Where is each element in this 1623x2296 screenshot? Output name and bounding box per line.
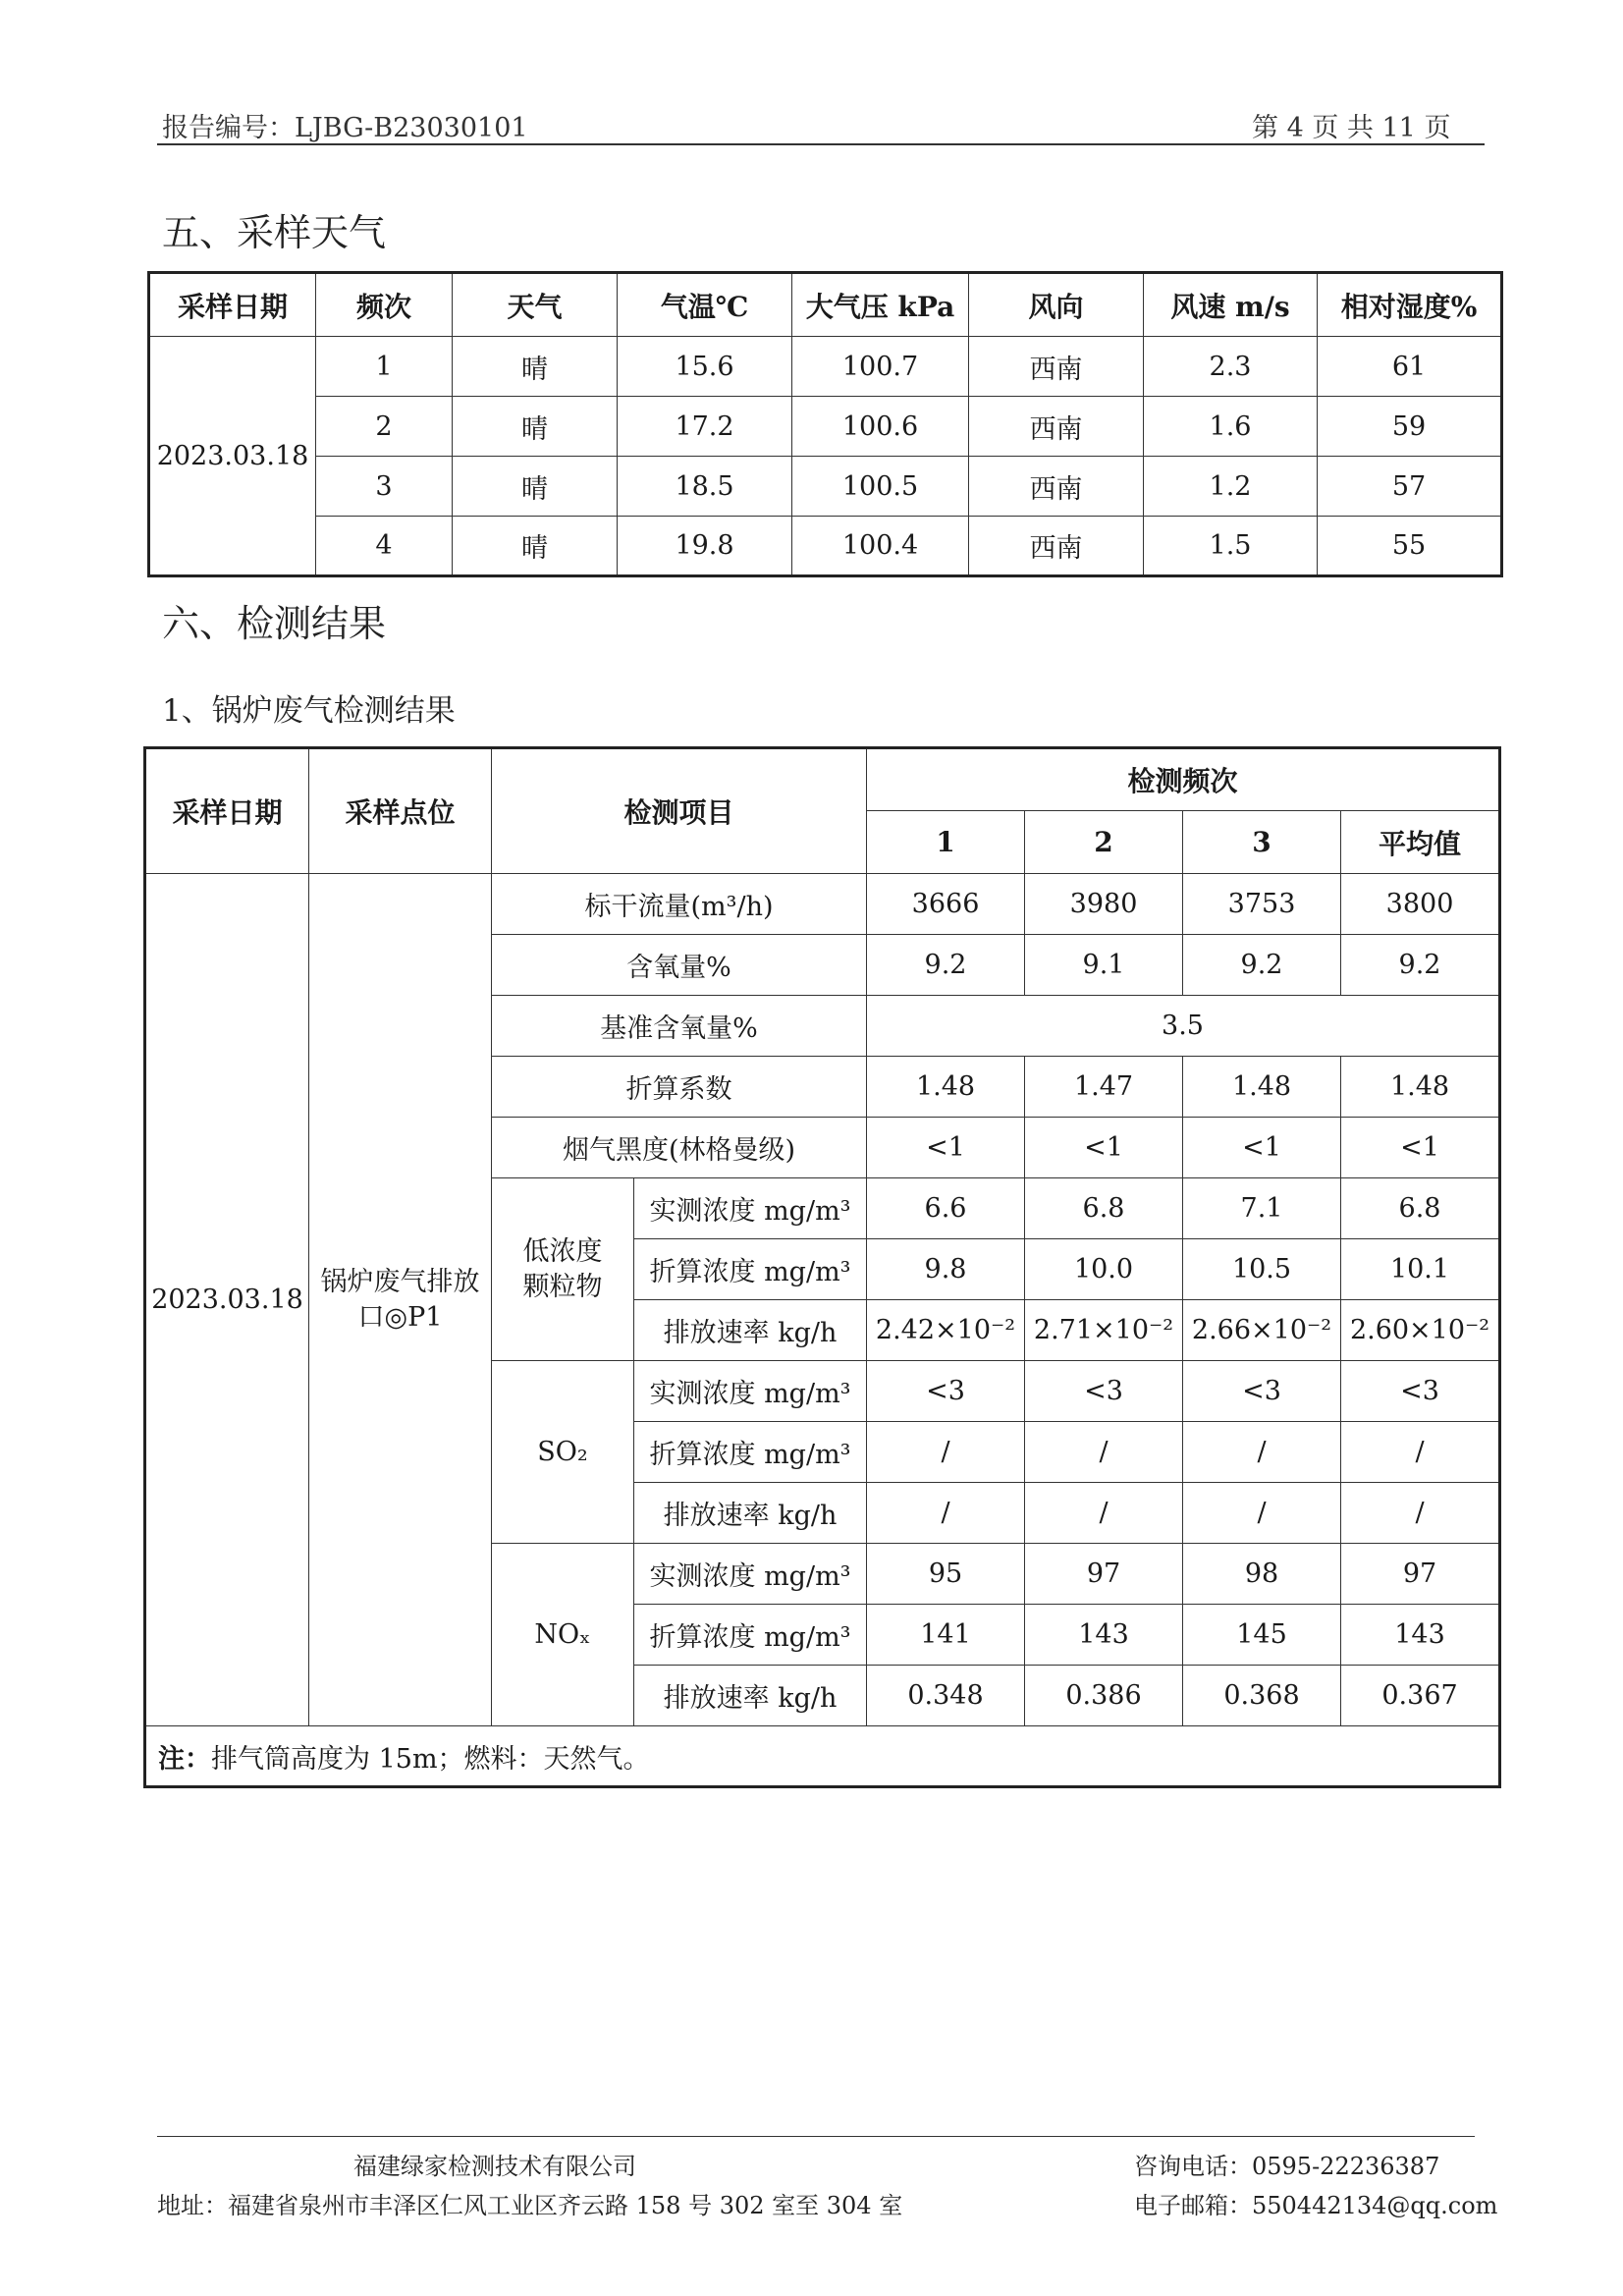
weather-header-humidity: 相对湿度% — [1318, 273, 1502, 337]
results-header-1: 1 — [867, 811, 1025, 874]
weather-header-wind-dir: 风向 — [969, 273, 1144, 337]
cell: / — [867, 1483, 1025, 1544]
weather-cell: 1.2 — [1144, 457, 1318, 517]
cell: 3753 — [1183, 874, 1341, 935]
row-label: 折算系数 — [492, 1057, 867, 1118]
cell: / — [1025, 1483, 1183, 1544]
results-header-item: 检测项目 — [492, 748, 867, 874]
weather-row — [149, 517, 1502, 576]
results-header-point: 采样点位 — [309, 748, 492, 874]
weather-cell: 西南 — [969, 517, 1144, 576]
cell: / — [1025, 1422, 1183, 1483]
results-header-row — [145, 748, 1500, 811]
weather-cell: 西南 — [969, 397, 1144, 457]
cell: <1 — [867, 1118, 1025, 1178]
weather-cell: 4 — [316, 517, 453, 576]
weather-cell: 100.4 — [792, 517, 969, 576]
cell: 9.2 — [867, 935, 1025, 996]
results-note — [145, 1726, 1500, 1787]
row-label: 烟气黑度(林格曼级) — [492, 1118, 867, 1178]
weather-header-wind-speed: 风速 m/s — [1144, 273, 1318, 337]
cell: 6.8 — [1341, 1178, 1500, 1239]
weather-cell: 19.8 — [618, 517, 792, 576]
cell: 2.66×10⁻² — [1183, 1300, 1341, 1361]
row-label: 实测浓度 mg/m³ — [634, 1361, 867, 1422]
report-number: 报告编号：LJBG-B23030101 — [162, 113, 528, 143]
cell: 10.1 — [1341, 1239, 1500, 1300]
section5-title: 五、采样天气 — [162, 211, 387, 254]
cell: 2.60×10⁻² — [1341, 1300, 1500, 1361]
weather-cell: 100.6 — [792, 397, 969, 457]
weather-cell: 3 — [316, 457, 453, 517]
cell: 6.8 — [1025, 1178, 1183, 1239]
weather-cell: 西南 — [969, 337, 1144, 397]
weather-cell: 1 — [316, 337, 453, 397]
weather-header-freq: 频次 — [316, 273, 453, 337]
weather-header-date: 采样日期 — [149, 273, 316, 337]
cell: 143 — [1341, 1605, 1500, 1666]
footer-email: 电子邮箱：550442134@qq.com — [1134, 2192, 1498, 2219]
results-row-flow — [145, 874, 1500, 935]
header-divider — [157, 143, 1485, 145]
cell: 9.2 — [1183, 935, 1341, 996]
results-header-freq: 检测频次 — [867, 748, 1500, 811]
row-label: 折算浓度 mg/m³ — [634, 1422, 867, 1483]
weather-header-pressure: 大气压 kPa — [792, 273, 969, 337]
weather-table — [147, 271, 1503, 577]
results-header-date: 采样日期 — [145, 748, 309, 874]
row-label: 折算浓度 mg/m³ — [634, 1605, 867, 1666]
weather-cell: 57 — [1318, 457, 1502, 517]
cell: / — [1341, 1422, 1500, 1483]
note-label: 注： — [158, 1743, 211, 1775]
row-label: 排放速率 kg/h — [634, 1300, 867, 1361]
row-label: 标干流量(m³/h) — [492, 874, 867, 935]
cell: 145 — [1183, 1605, 1341, 1666]
cell: 98 — [1183, 1544, 1341, 1605]
cell: 3800 — [1341, 874, 1500, 935]
cell: 0.368 — [1183, 1666, 1341, 1726]
row-label: 含氧量% — [492, 935, 867, 996]
cell: 95 — [867, 1544, 1025, 1605]
weather-cell: 2.3 — [1144, 337, 1318, 397]
row-label: 折算浓度 mg/m³ — [634, 1239, 867, 1300]
footer-address: 地址：福建省泉州市丰泽区仁风工业区齐云路 158 号 302 室至 304 室 — [157, 2192, 903, 2219]
weather-row — [149, 337, 1502, 397]
cell: 1.48 — [1341, 1057, 1500, 1118]
results-date: 2023.03.18 — [145, 874, 309, 1726]
page-info: 第 4 页 共 11 页 — [1252, 113, 1451, 143]
section6-subtitle: 1、锅炉废气检测结果 — [162, 693, 456, 729]
weather-cell: 晴 — [453, 457, 618, 517]
cell: 2.42×10⁻² — [867, 1300, 1025, 1361]
cell: 10.0 — [1025, 1239, 1183, 1300]
weather-cell: 100.5 — [792, 457, 969, 517]
cell: / — [1183, 1483, 1341, 1544]
results-point: 锅炉废气排放口◎P1 — [309, 874, 492, 1726]
weather-cell: 55 — [1318, 517, 1502, 576]
row-label: 排放速率 kg/h — [634, 1666, 867, 1726]
section6-title: 六、检测结果 — [162, 602, 387, 645]
cell: 141 — [867, 1605, 1025, 1666]
weather-header-temp: 气温℃ — [618, 273, 792, 337]
weather-cell: 1.5 — [1144, 517, 1318, 576]
cell: / — [867, 1422, 1025, 1483]
weather-cell: 59 — [1318, 397, 1502, 457]
weather-cell: 晴 — [453, 397, 618, 457]
cell: <3 — [1183, 1361, 1341, 1422]
weather-cell: 1.6 — [1144, 397, 1318, 457]
cell: 1.47 — [1025, 1057, 1183, 1118]
row-label: 基准含氧量% — [492, 996, 867, 1057]
cell: 9.8 — [867, 1239, 1025, 1300]
cell: 0.348 — [867, 1666, 1025, 1726]
weather-cell: 晴 — [453, 337, 618, 397]
weather-cell: 晴 — [453, 517, 618, 576]
cell: 9.1 — [1025, 935, 1183, 996]
footer-phone: 咨询电话：0595-22236387 — [1134, 2153, 1440, 2180]
weather-cell: 15.6 — [618, 337, 792, 397]
weather-cell: 61 — [1318, 337, 1502, 397]
cell: <1 — [1183, 1118, 1341, 1178]
cell: <1 — [1025, 1118, 1183, 1178]
results-header-3: 3 — [1183, 811, 1341, 874]
cell: 10.5 — [1183, 1239, 1341, 1300]
cell: 2.71×10⁻² — [1025, 1300, 1183, 1361]
cell: 143 — [1025, 1605, 1183, 1666]
weather-header-row — [149, 273, 1502, 337]
row-label: 实测浓度 mg/m³ — [634, 1544, 867, 1605]
cell: 97 — [1341, 1544, 1500, 1605]
weather-row — [149, 457, 1502, 517]
cell: 0.386 — [1025, 1666, 1183, 1726]
results-note-row — [145, 1726, 1500, 1787]
cell: 1.48 — [867, 1057, 1025, 1118]
cell: <1 — [1341, 1118, 1500, 1178]
cell: 3.5 — [867, 996, 1500, 1057]
weather-header-weather: 天气 — [453, 273, 618, 337]
weather-cell: 2 — [316, 397, 453, 457]
cell: 1.48 — [1183, 1057, 1341, 1118]
note-text: 排气筒高度为 15m；燃料：天然气。 — [211, 1743, 650, 1775]
cell: 6.6 — [867, 1178, 1025, 1239]
results-header-avg: 平均值 — [1341, 811, 1500, 874]
results-header-2: 2 — [1025, 811, 1183, 874]
cell: / — [1183, 1422, 1341, 1483]
weather-cell: 18.5 — [618, 457, 792, 517]
boiler-results-table — [143, 746, 1501, 1788]
group-nox: NOₓ — [492, 1544, 634, 1726]
cell: <3 — [867, 1361, 1025, 1422]
cell: 3666 — [867, 874, 1025, 935]
weather-cell: 100.7 — [792, 337, 969, 397]
weather-row — [149, 397, 1502, 457]
cell: 0.367 — [1341, 1666, 1500, 1726]
weather-cell: 17.2 — [618, 397, 792, 457]
footer-divider — [157, 2136, 1475, 2137]
cell: <3 — [1341, 1361, 1500, 1422]
group-so2: SO₂ — [492, 1361, 634, 1544]
cell: <3 — [1025, 1361, 1183, 1422]
cell: 3980 — [1025, 874, 1183, 935]
weather-date: 2023.03.18 — [149, 337, 316, 576]
cell: / — [1341, 1483, 1500, 1544]
cell: 97 — [1025, 1544, 1183, 1605]
footer-company: 福建绿家检测技术有限公司 — [353, 2153, 636, 2180]
cell: 9.2 — [1341, 935, 1500, 996]
cell: 7.1 — [1183, 1178, 1341, 1239]
row-label: 排放速率 kg/h — [634, 1483, 867, 1544]
row-label: 实测浓度 mg/m³ — [634, 1178, 867, 1239]
group-pm: 低浓度颗粒物 — [492, 1178, 634, 1361]
weather-cell: 西南 — [969, 457, 1144, 517]
